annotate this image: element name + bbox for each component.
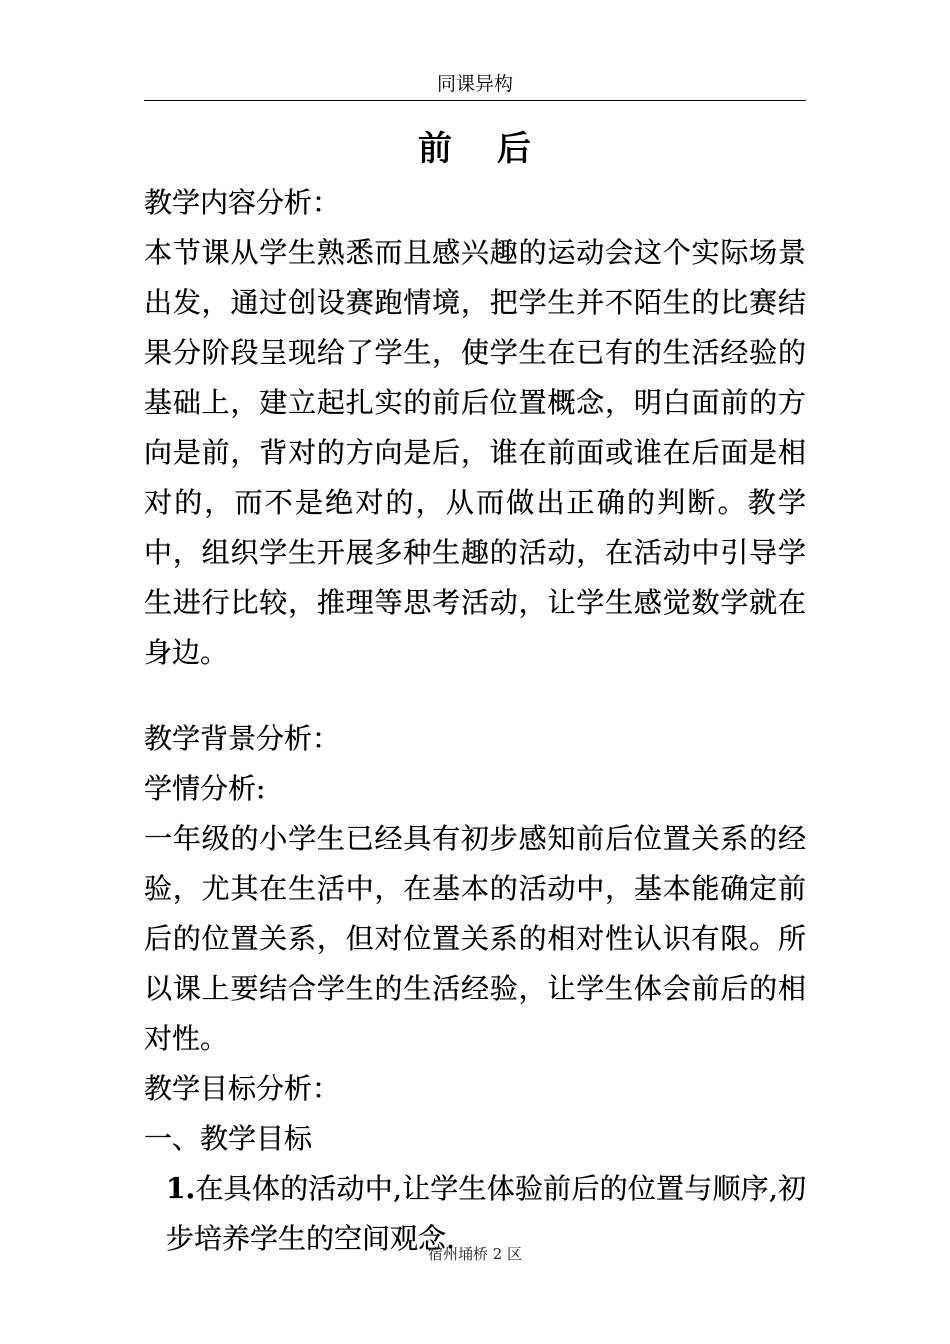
document-title (144, 120, 806, 178)
section-heading-background-analysis: 教学背景分析： (144, 722, 341, 755)
content-analysis-paragraph: 本节课从学生熟悉而且感兴趣的运动会这个实际场景出发，通过创设赛跑情境，把学生并不陌生的比赛结果分阶段呈现给了学生，使学生在已有的生活经验的基础上，建立起扎实的前后位置概念，明白面前的方向是前，背对的方向是后，谁在前面或谁在后面是相对的，而不是绝对的，从而做出正确的判断。教学中，组织学生开展多种生趣的活动，在活动中引导学生进行比较，推理等思考活动，让学生感觉数学就在身边。 (144, 236, 806, 669)
title-char-2: 后 (497, 129, 532, 169)
section-heading-objective-analysis: 教学目标分析： (144, 1072, 341, 1105)
objective-item-1-number: 1. (166, 1172, 196, 1205)
page-footer (0, 1243, 950, 1264)
subheading-teaching-objectives: 一、教学目标 (144, 1122, 313, 1155)
objective-item-1-text: 在具体的活动中,让学生体验前后的位置与顺序,初步培养学生的空间观念. (166, 1172, 806, 1255)
title-char-1: 前 (418, 129, 453, 169)
document-body (144, 120, 806, 1264)
footer-text: 宿州埇桥 2 区 (427, 1245, 523, 1263)
section-heading-content-analysis: 教学内容分析： (144, 186, 341, 219)
page-header (144, 70, 806, 101)
learner-analysis-paragraph: 一年级的小学生已经具有初步感知前后位置关系的经验，尤其在生活中，在基本的活动中，基本能确定前后的位置关系，但对位置关系的相对性认识有限。所以课上要结合学生的生活经验，让学生体会前后的相对性。 (144, 822, 806, 1055)
subheading-learner-analysis: 学情分析: (144, 772, 266, 805)
header-text: 同课异构 (436, 73, 513, 95)
blank-spacer (144, 678, 806, 714)
